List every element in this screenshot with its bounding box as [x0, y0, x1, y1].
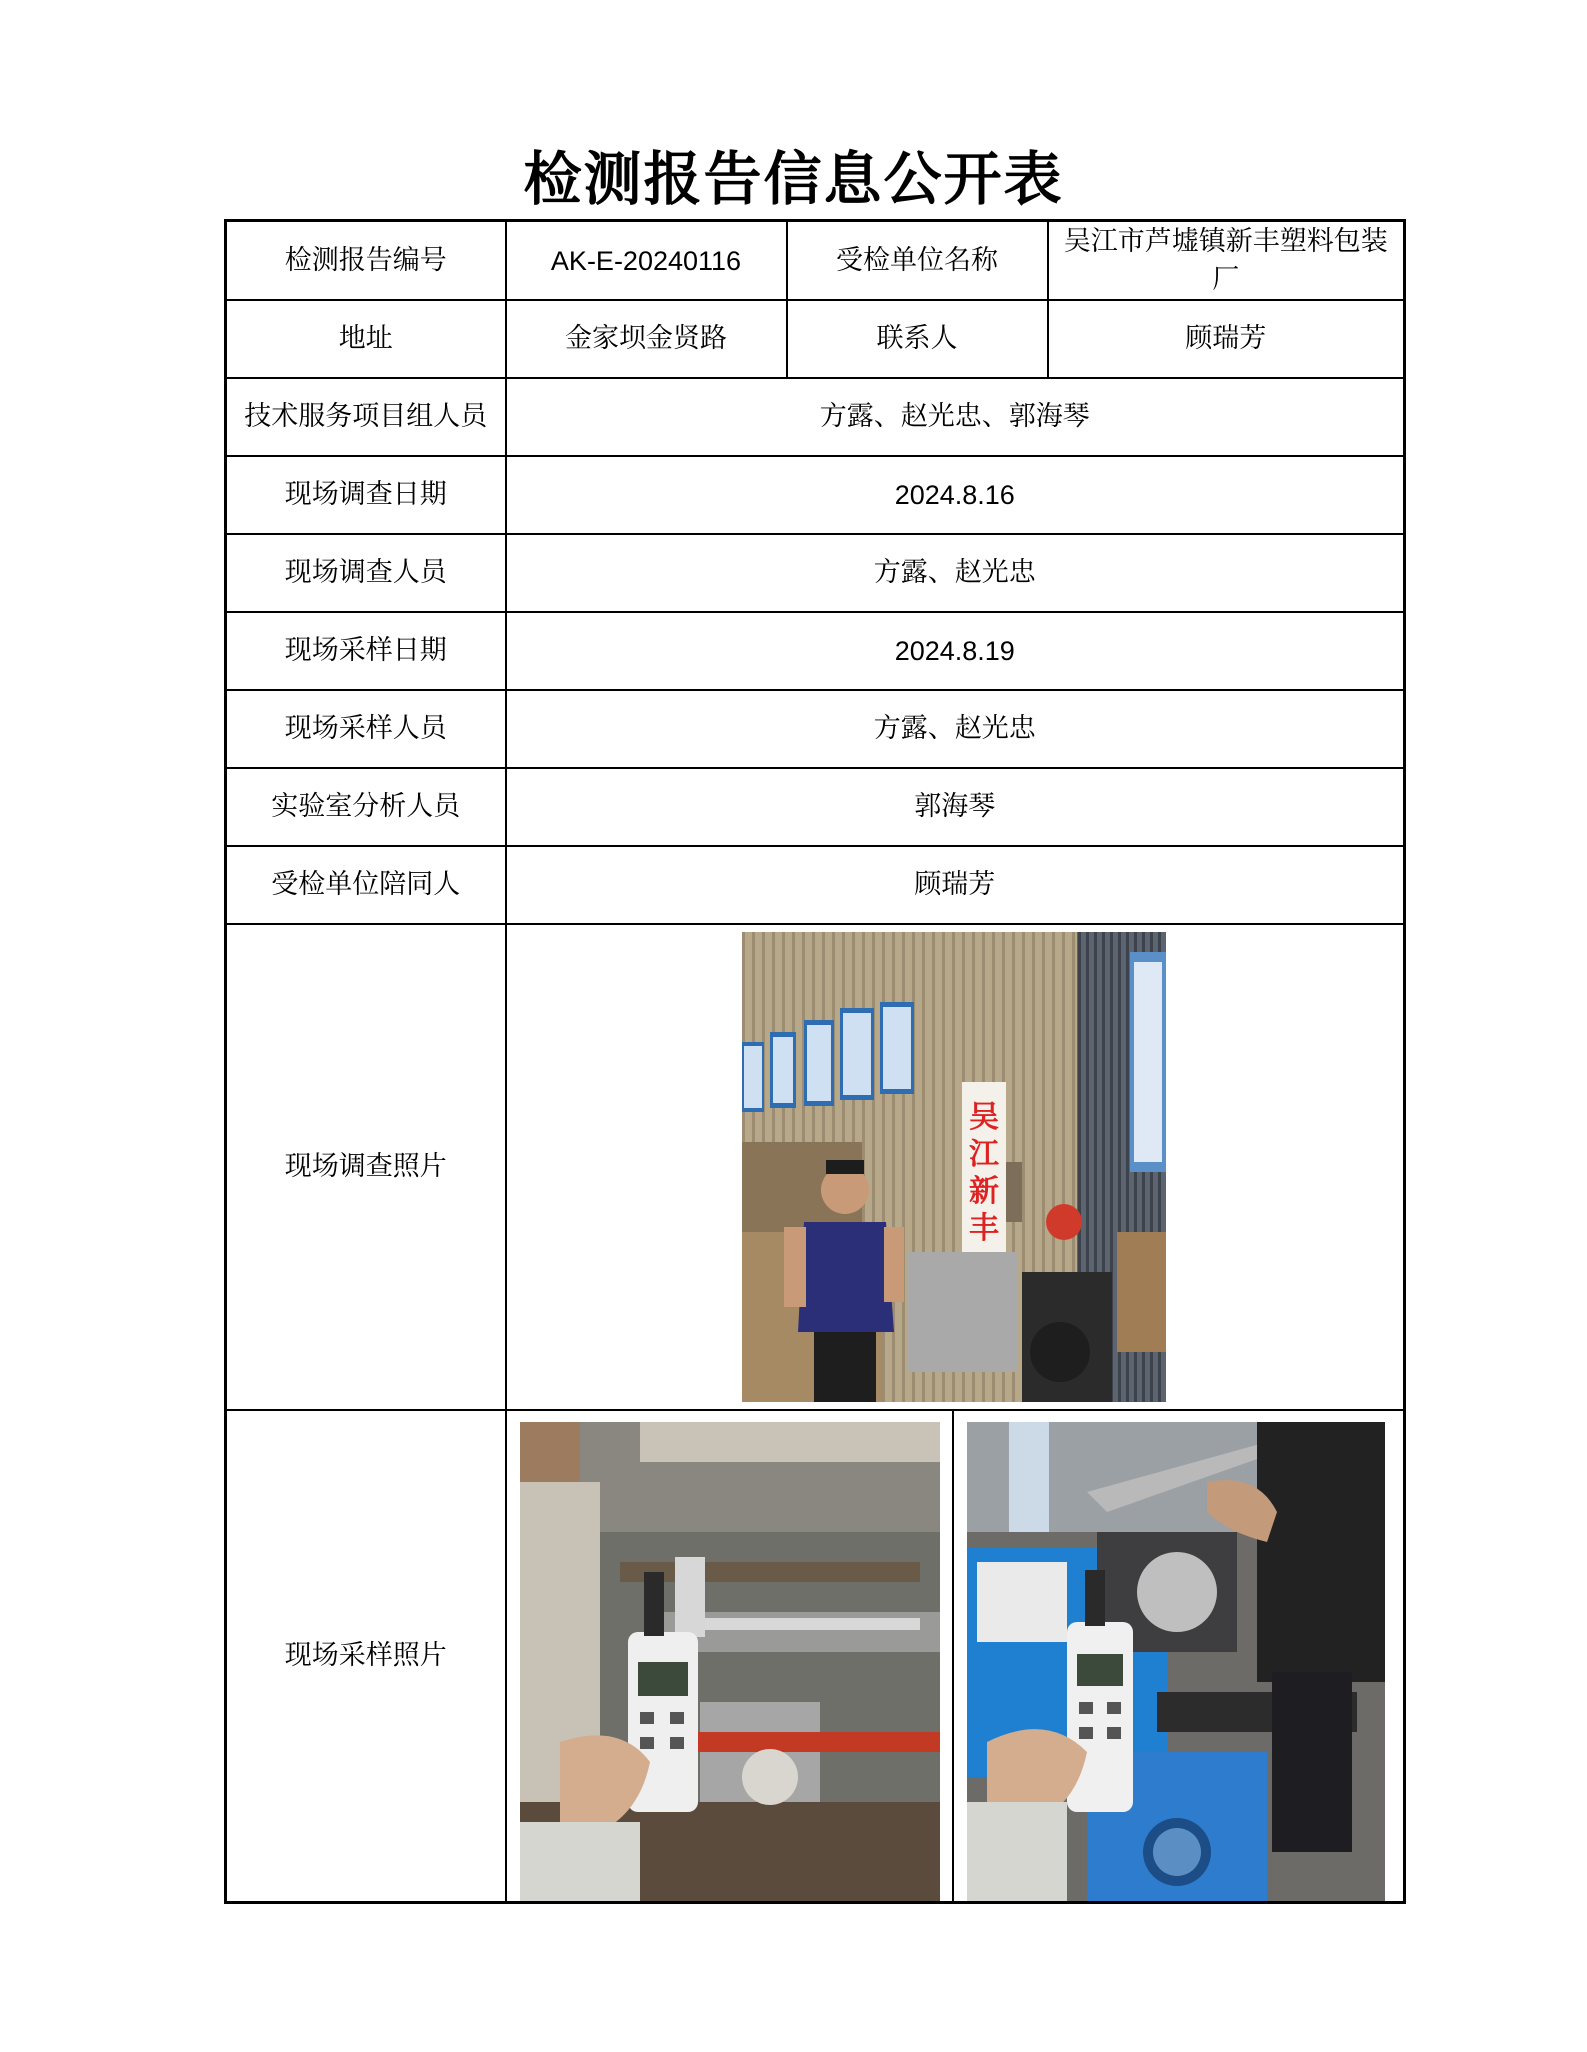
table-row [226, 846, 1405, 924]
table-row [226, 690, 1405, 768]
escort-label: 受检单位陪同人 [226, 846, 506, 924]
sampling-photo-1 [520, 1422, 940, 1902]
unit-label: 受检单位名称 [787, 221, 1048, 301]
table-row [226, 924, 1405, 1410]
sampling-photo-cell [506, 1410, 1405, 1903]
survey-photo-cell [506, 924, 1405, 1410]
svg-text:吴: 吴 [968, 1100, 999, 1135]
page-title: 检测报告信息公开表 [523, 145, 1064, 213]
survey-photo [742, 932, 1166, 1402]
svg-text:丰: 丰 [968, 1211, 999, 1246]
survey-staff-label: 现场调查人员 [226, 534, 506, 612]
team-label: 技术服务项目组人员 [226, 378, 506, 456]
survey-date-label: 现场调查日期 [226, 456, 506, 534]
sampling-staff-value: 方露、赵光忠 [506, 690, 1405, 768]
contact-label: 联系人 [787, 300, 1048, 378]
table-row [226, 768, 1405, 846]
sampling-date-label: 现场采样日期 [226, 612, 506, 690]
table-row [226, 300, 1405, 378]
survey-date-value: 2024.8.16 [506, 456, 1405, 534]
info-table [224, 219, 1406, 1904]
lab-staff-label: 实验室分析人员 [226, 768, 506, 846]
table-row [226, 456, 1405, 534]
sampling-date-value: 2024.8.19 [506, 612, 1405, 690]
svg-text:江: 江 [968, 1137, 999, 1172]
table-row [226, 534, 1405, 612]
sampling-photo-label: 现场采样照片 [226, 1410, 506, 1903]
survey-photo-label: 现场调查照片 [226, 924, 506, 1410]
unit-value: 吴江市芦墟镇新丰塑料包装厂 [1048, 221, 1405, 301]
address-label: 地址 [226, 300, 506, 378]
team-value: 方露、赵光忠、郭海琴 [506, 378, 1405, 456]
sampling-photo-2 [967, 1422, 1385, 1902]
survey-staff-value: 方露、赵光忠 [506, 534, 1405, 612]
table-row [226, 378, 1405, 456]
svg-text:新: 新 [968, 1174, 999, 1209]
address-value: 金家坝金贤路 [506, 300, 787, 378]
report-no-value: AK-E-20240116 [506, 221, 787, 301]
lab-staff-value: 郭海琴 [506, 768, 1405, 846]
table-row [226, 1410, 1405, 1903]
table-row [226, 221, 1405, 301]
table-row [226, 612, 1405, 690]
report-no-label: 检测报告编号 [226, 221, 506, 301]
photo-divider [952, 1411, 954, 1901]
contact-value: 顾瑞芳 [1048, 300, 1405, 378]
escort-value: 顾瑞芳 [506, 846, 1405, 924]
sampling-staff-label: 现场采样人员 [226, 690, 506, 768]
